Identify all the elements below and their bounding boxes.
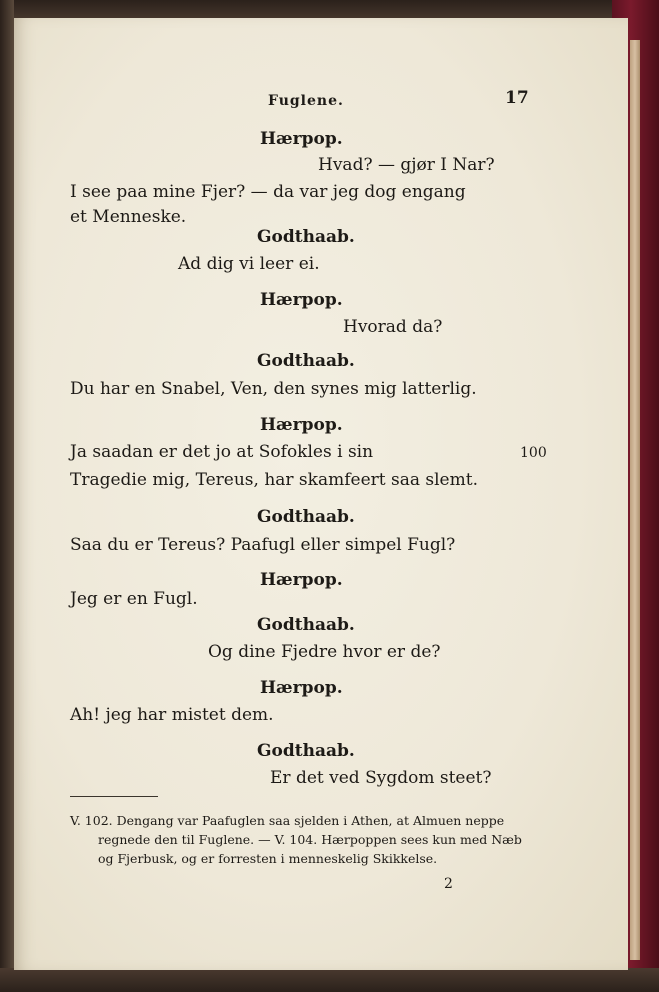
speaker-name: Hærpop. — [260, 290, 343, 310]
speaker-name: Godthaab. — [257, 615, 355, 635]
speaker-name: Godthaab. — [257, 741, 355, 761]
verse-line: Ad dig vi leer ei. — [178, 254, 320, 274]
footnote-line: regnede den til Fuglene. — V. 104. Hærpoppen sees kun med Næb — [98, 832, 522, 847]
verse-line: Ah! jeg har mistet dem. — [70, 705, 274, 725]
speaker-name: Godthaab. — [257, 227, 355, 247]
verse-line: et Menneske. — [70, 207, 187, 227]
verse-line: Tragedie mig, Tereus, har skamfeert saa slemt. — [70, 470, 478, 490]
book-cover-left — [0, 0, 14, 992]
verse-line: Hvorad da? — [343, 317, 443, 337]
verse-line: Hvad? — gjør I Nar? — [318, 155, 495, 175]
verse-line: Og dine Fjedre hvor er de? — [208, 642, 441, 662]
speaker-name: Hærpop. — [260, 678, 343, 698]
speaker-name: Hærpop. — [260, 415, 343, 435]
footnote-rule — [70, 796, 158, 797]
verse-line-number: 100 — [520, 445, 547, 461]
verse-line: Jeg er en Fugl. — [70, 589, 198, 609]
footnote-line: og Fjerbusk, og er forresten i menneskelig Skikkelse. — [98, 851, 438, 866]
verse-line: I see paa mine Fjer? — da var jeg dog engang — [70, 182, 466, 202]
page-number: 17 — [505, 88, 529, 108]
page-gilt-edge — [630, 40, 640, 960]
verse-line: Er det ved Sygdom steet? — [270, 768, 492, 788]
verse-line: Du har en Snabel, Ven, den synes mig latterlig. — [70, 379, 477, 399]
book-cover-bottom — [0, 968, 659, 992]
signature-mark: 2 — [444, 876, 453, 892]
speaker-name: Hærpop. — [260, 129, 343, 149]
speaker-name: Godthaab. — [257, 351, 355, 371]
running-header-title: Fuglene. — [268, 93, 344, 109]
footnote-line: V. 102. Dengang var Paafuglen saa sjelden i Athen, at Almuen neppe — [70, 813, 505, 828]
speaker-name: Godthaab. — [257, 507, 355, 527]
verse-line: Ja saadan er det jo at Sofokles i sin — [70, 442, 374, 462]
verse-line: Saa du er Tereus? Paafugl eller simpel Fugl? — [70, 535, 456, 555]
speaker-name: Hærpop. — [260, 570, 343, 590]
